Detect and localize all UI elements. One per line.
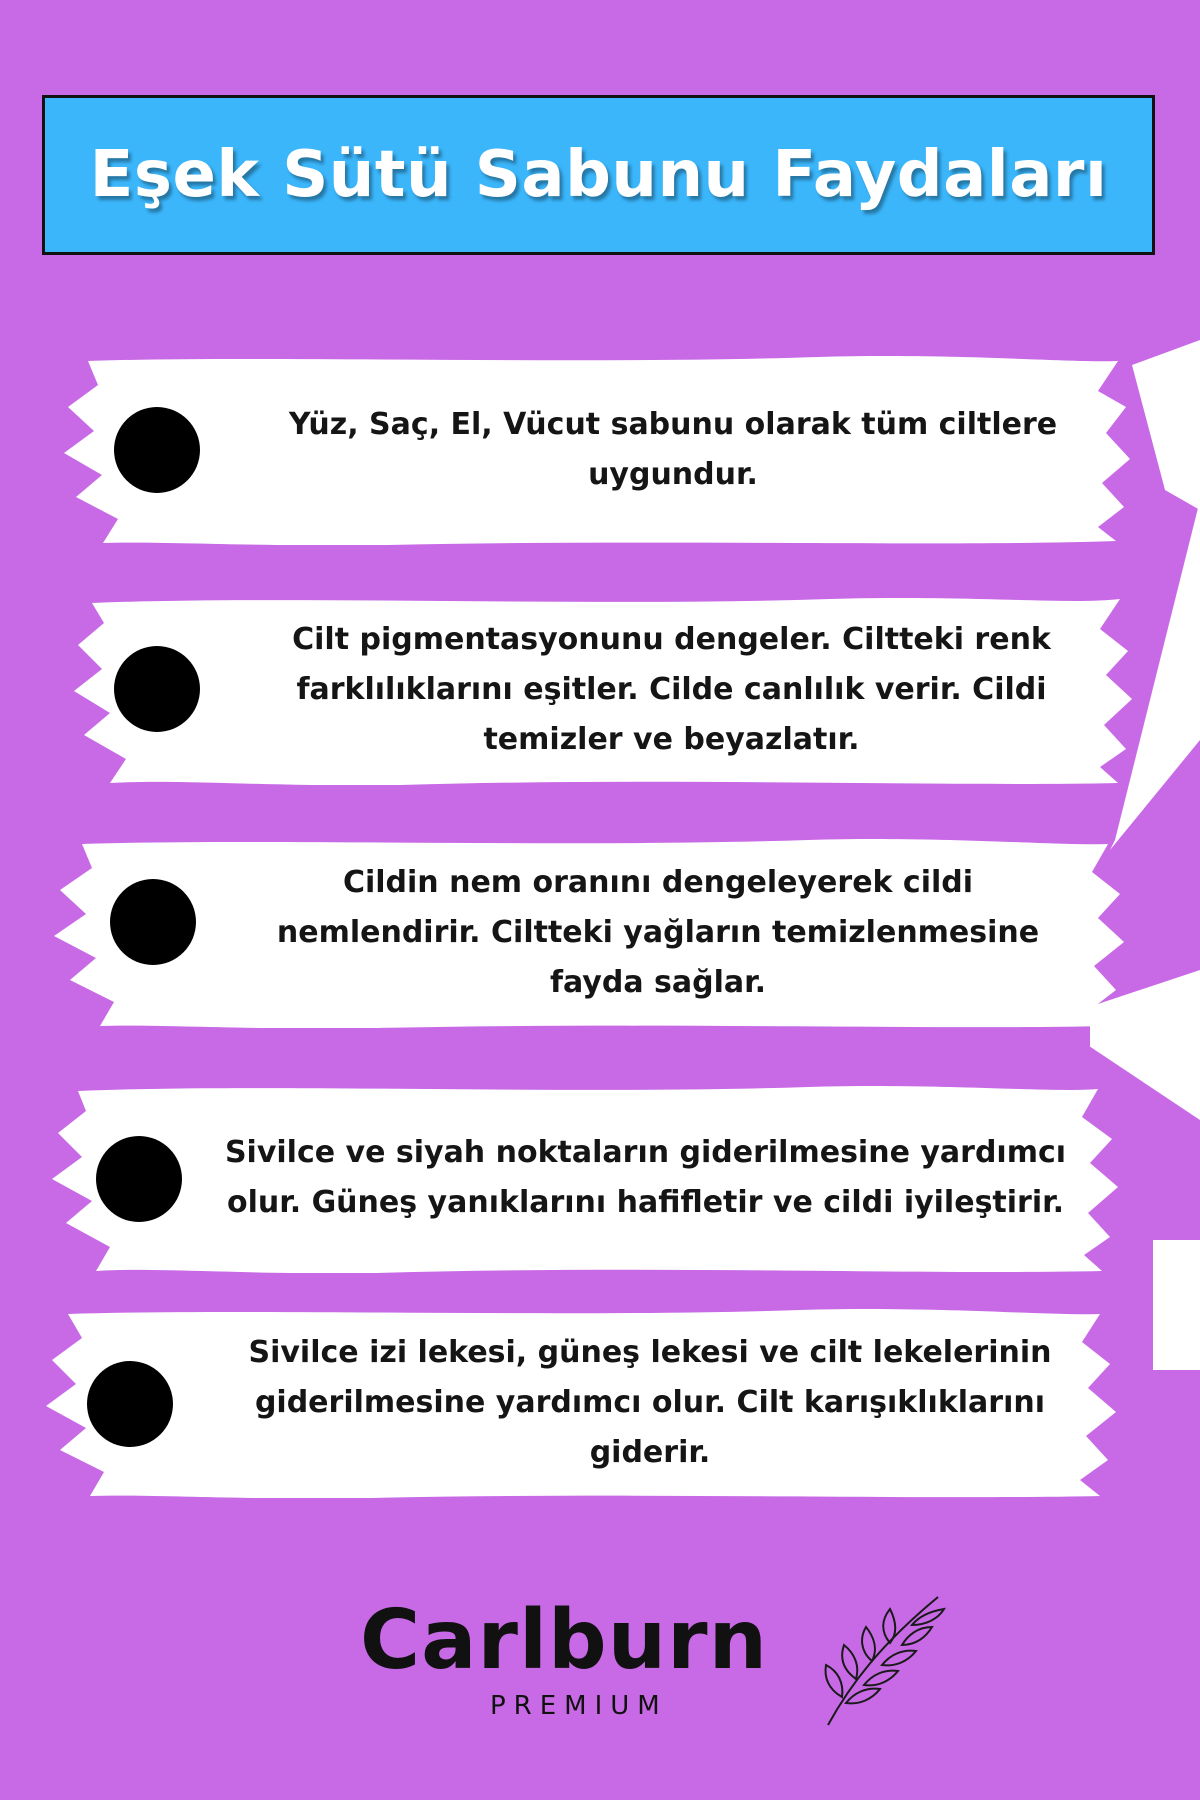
benefit-item	[40, 1308, 1120, 1498]
decorative-block	[1153, 1240, 1200, 1370]
benefit-item	[48, 838, 1128, 1028]
benefit-item	[70, 595, 1133, 785]
bullet-dot-icon	[110, 879, 196, 965]
bullet-dot-icon	[87, 1361, 173, 1447]
page-title: Eşek Sütü Sabunu Faydaları	[89, 138, 1108, 212]
benefit-text: Sivilce izi lekesi, güneş lekesi ve cilt lekelerinin giderilmesine yardımcı olur. Cilt karışıklıklarını giderir.	[248, 1335, 1052, 1470]
title-banner	[42, 95, 1155, 255]
brand-tagline: PREMIUM	[490, 1691, 668, 1721]
benefit-text: Yüz, Saç, El, Vücut sabunu olarak tüm ciltlere uygundur.	[288, 407, 1058, 492]
decorative-stripe-top	[1132, 340, 1200, 510]
leaf-sprig-icon	[820, 1585, 950, 1730]
bullet-dot-icon	[96, 1136, 182, 1222]
brand-name: Carlburn	[360, 1593, 768, 1688]
benefit-text: Cilt pigmentasyonunu dengeler. Ciltteki renk farklılıklarını eşitler. Cilde canlılık verir. Cildi temizler ve beyazlatır.	[292, 622, 1051, 757]
benefit-item	[48, 1083, 1123, 1273]
benefit-text: Sivilce ve siyah noktaların giderilmesine yardımcı olur. Güneş yanıklarını hafifletir ve cildi iyileştirir.	[224, 1135, 1067, 1220]
bullet-dot-icon	[114, 646, 200, 732]
benefit-text: Cildin nem oranını dengeleyerek cildi nemlendirir. Ciltteki yağların temizlenmesine fayda sağlar.	[276, 865, 1040, 1000]
brand-logo	[360, 1593, 780, 1721]
bullet-dot-icon	[114, 407, 200, 493]
benefit-item	[58, 355, 1133, 545]
